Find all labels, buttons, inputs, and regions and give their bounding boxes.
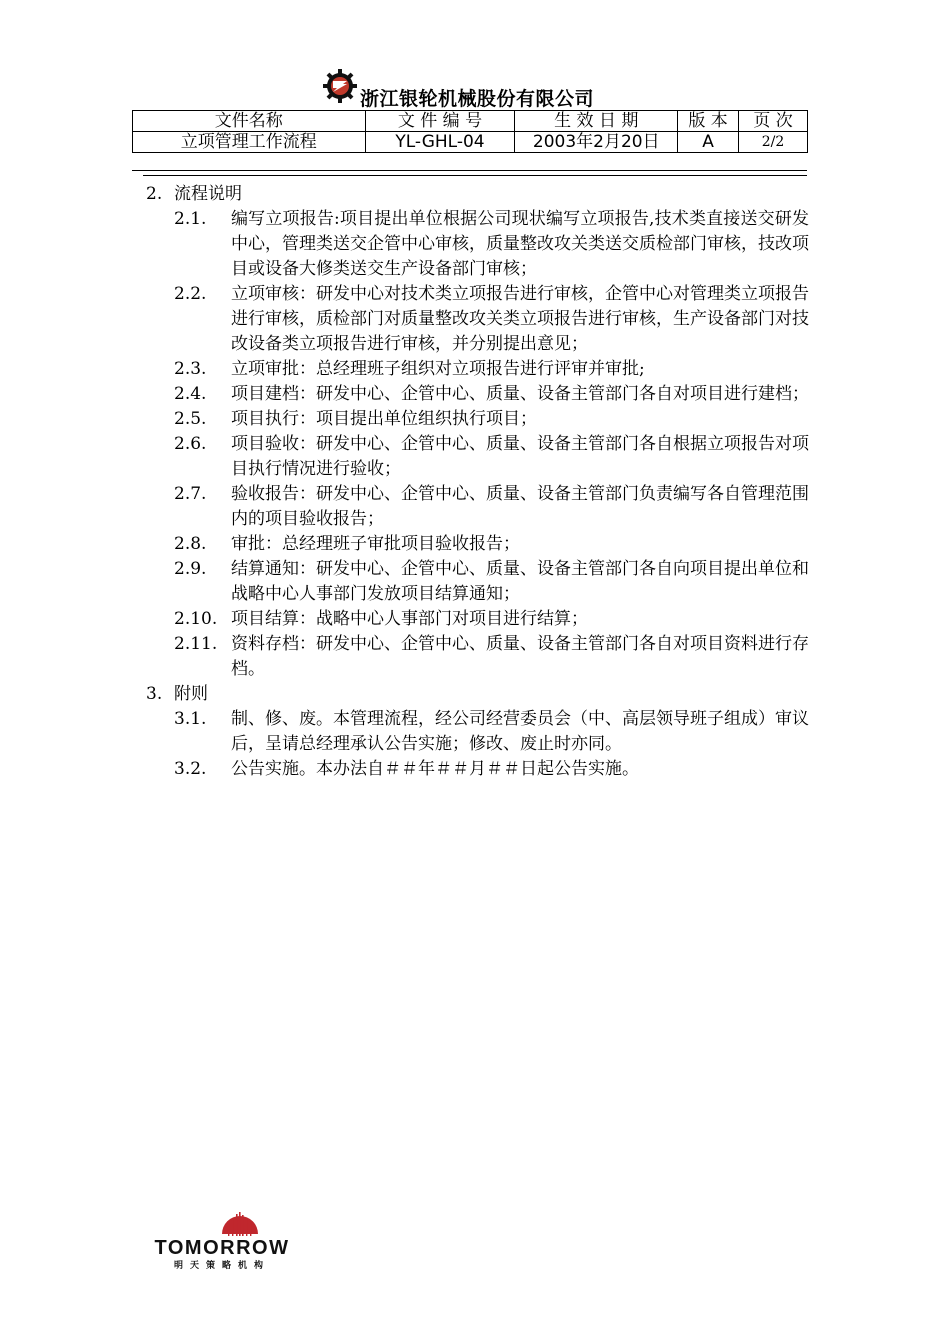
list-item bbox=[0, 632, 950, 682]
page-value: 2/2 bbox=[739, 132, 808, 153]
version-value: A bbox=[678, 132, 739, 153]
item-number: 3.1. bbox=[174, 709, 207, 729]
company-name: 浙江银轮机械股份有限公司 bbox=[360, 88, 595, 110]
item-number: 2.2. bbox=[174, 284, 207, 304]
list-item bbox=[0, 707, 950, 757]
logo-subtitle: 明天策略机构 bbox=[173, 1261, 271, 1270]
header-rule bbox=[132, 170, 807, 171]
file-name-header: 文件名称 bbox=[133, 111, 366, 132]
section-appendix bbox=[0, 682, 950, 782]
logo-text: TOMORROW bbox=[154, 1237, 290, 1259]
document-header bbox=[0, 66, 950, 114]
list-item bbox=[0, 557, 950, 607]
list-item bbox=[0, 757, 950, 782]
section-title: 附则 bbox=[174, 684, 208, 704]
item-number: 2.11. bbox=[174, 634, 218, 654]
item-number: 2.10. bbox=[174, 609, 218, 629]
item-number: 2.9. bbox=[174, 559, 207, 579]
gear-logo-icon bbox=[322, 68, 358, 104]
item-number: 2.4. bbox=[174, 384, 207, 404]
list-item bbox=[0, 432, 950, 482]
item-text: 项目结算：战略中心人事部门对项目进行结算； bbox=[231, 609, 588, 629]
effective-date-value: 2003年2月20日 bbox=[515, 132, 678, 153]
section-number: 2. bbox=[146, 184, 163, 204]
section-heading bbox=[0, 182, 950, 207]
page-header: 页 次 bbox=[739, 111, 808, 132]
section-process bbox=[0, 182, 950, 682]
section-title: 流程说明 bbox=[174, 184, 242, 204]
list-item bbox=[0, 207, 950, 282]
item-text: 结算通知：研发中心、企管中心、质量、设备主管部门各自向项目提出单位和战略中心人事部门发放项目结算通知； bbox=[231, 559, 809, 604]
list-item bbox=[0, 482, 950, 532]
item-number: 2.5. bbox=[174, 409, 207, 429]
item-text: 资料存档：研发中心、企管中心、质量、设备主管部门各自对项目资料进行存档。 bbox=[231, 634, 809, 679]
file-number-header: 文 件 编 号 bbox=[365, 111, 515, 132]
section-heading bbox=[0, 682, 950, 707]
file-number-value: YL-GHL-04 bbox=[365, 132, 515, 153]
item-text: 验收报告：研发中心、企管中心、质量、设备主管部门负责编写各自管理范围内的项目验收报告； bbox=[231, 484, 809, 529]
item-text: 编写立项报告:项目提出单位根据公司现状编写立项报告,技术类直接送交研发中心，管理类送交企管中心审核，质量整改攻关类送交质检部门审核，技改项目或设备大修类送交生产设备部门审核； bbox=[231, 209, 809, 279]
item-text: 立项审核：研发中心对技术类立项报告进行审核，企管中心对管理类立项报告进行审核，质检部门对质量整改攻关类立项报告进行审核，生产设备部门对技改设备类立项报告进行审核，并分别提出意见； bbox=[231, 284, 809, 354]
item-text: 审批：总经理班子审批项目验收报告； bbox=[231, 534, 520, 554]
table-header-row bbox=[133, 111, 808, 132]
item-text: 制、修、废。本管理流程，经公司经营委员会（中、高层领导班子组成）审议后，呈请总经理承认公告实施；修改、废止时亦同。 bbox=[231, 709, 809, 754]
list-item bbox=[0, 607, 950, 632]
document-info-table bbox=[132, 110, 808, 153]
item-number: 2.6. bbox=[174, 434, 207, 454]
list-item bbox=[0, 357, 950, 382]
item-text: 项目执行：项目提出单位组织执行项目； bbox=[231, 409, 537, 429]
item-number: 2.8. bbox=[174, 534, 207, 554]
tomorrow-logo-icon bbox=[140, 1212, 305, 1270]
item-text: 立项审批：总经理班子组织对立项报告进行评审并审批; bbox=[231, 359, 645, 379]
item-text: 公告实施。本办法自＃＃年＃＃月＃＃日起公告实施。 bbox=[231, 759, 639, 779]
list-item bbox=[0, 282, 950, 357]
item-text: 项目验收：研发中心、企管中心、质量、设备主管部门各自根据立项报告对项目执行情况进行验收； bbox=[231, 434, 809, 479]
list-item bbox=[0, 382, 950, 407]
item-number: 2.7. bbox=[174, 484, 207, 504]
version-header: 版 本 bbox=[678, 111, 739, 132]
item-number: 2.3. bbox=[174, 359, 207, 379]
item-number: 2.1. bbox=[174, 209, 207, 229]
file-name-value: 立项管理工作流程 bbox=[133, 132, 366, 153]
item-text: 项目建档：研发中心、企管中心、质量、设备主管部门各自对项目进行建档； bbox=[231, 384, 809, 404]
section-number: 3. bbox=[146, 684, 163, 704]
header-divider bbox=[143, 175, 807, 176]
item-number: 3.2. bbox=[174, 759, 207, 779]
effective-date-header: 生 效 日 期 bbox=[515, 111, 678, 132]
document-body bbox=[0, 182, 950, 782]
table-value-row bbox=[133, 132, 808, 153]
list-item bbox=[0, 532, 950, 557]
list-item bbox=[0, 407, 950, 432]
